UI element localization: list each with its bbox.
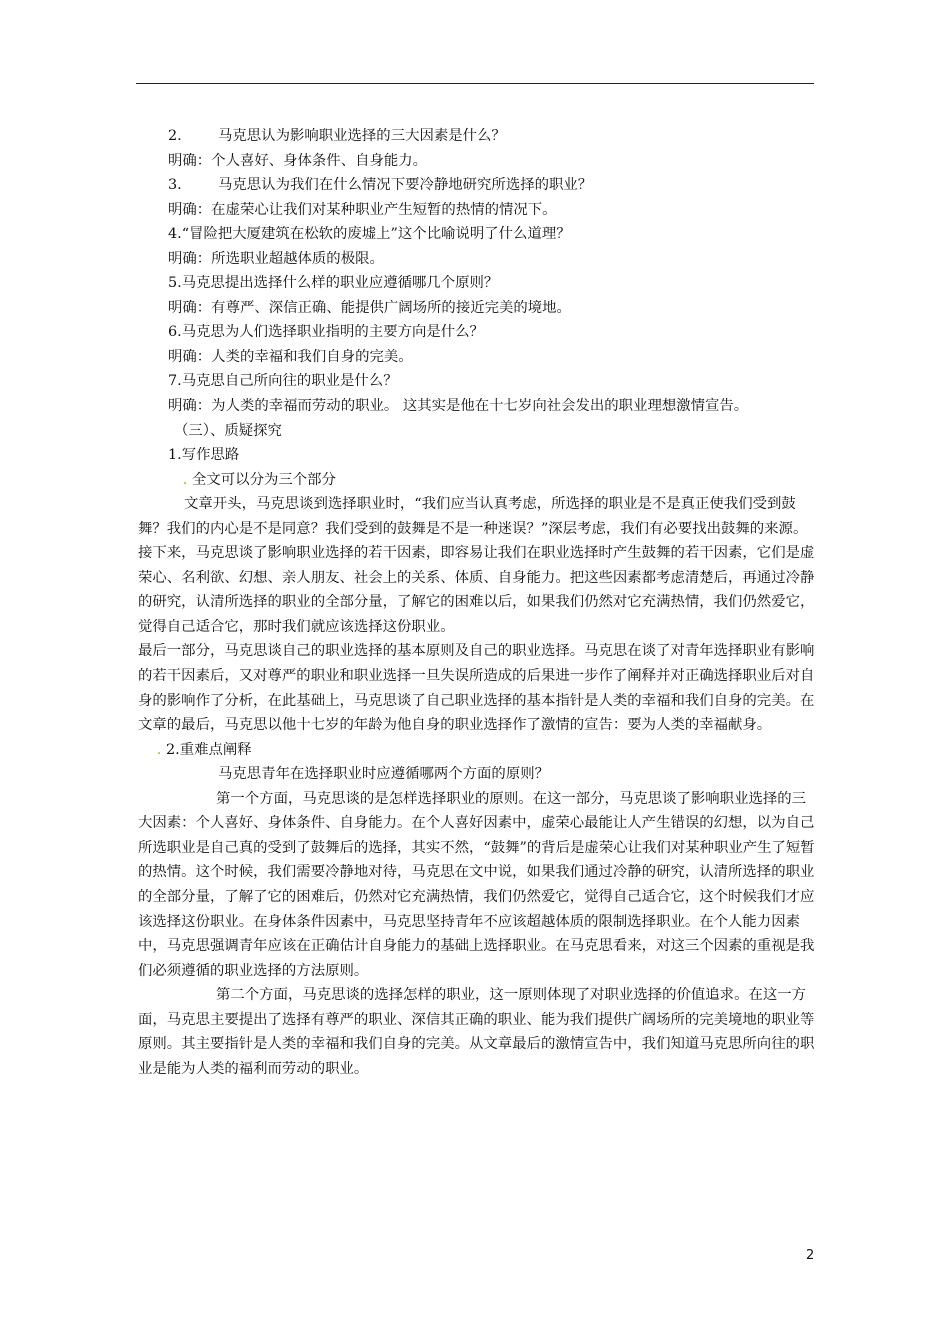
question-6: 6.马克思为人们选择职业指明的主要方向是什么？ [168, 324, 484, 341]
answer-4: 明确：所选职业超越体质的极限。 [168, 250, 384, 267]
answer-5: 明确：有尊严、深信正确、能提供广阔场所的接近完美的境地。 [168, 299, 571, 316]
question-4: 4.“冒险把大厦建筑在松软的废墟上”这个比喻说明了什么道理？ [168, 226, 571, 243]
key-question: 马克思青年在选择职业时应遵循哪两个方面的原则？ [218, 766, 549, 783]
question-2: 2. 马克思认为影响职业选择的三大因素是什么？ [168, 128, 506, 144]
question-7: 7.马克思自己所向往的职业是什么？ [168, 373, 398, 390]
paragraph-final: 最后一部分，马克思谈自己的职业选择的基本原则及自己的职业选择。马克思在谈了对青年选择职业有影响的若干因素后，又对尊严的职业和职业选择一旦失误所造成的后果进一步作了阐释并对正确选择职业后对自身的影响作了分析，在此基础上，马克思谈了自己职业选择的基本指针是人类的幸福和我们自身的完美。在文章的最后，马克思以他十七岁的年龄为他自身的职业选择作了激情的宣告：要为人类的幸福献身。 [138, 643, 815, 734]
section-heading: （三）、质疑探究 [174, 422, 282, 439]
question-3: 3. 马克思认为我们在什么情况下要冷静地研究所选择的职业？ [168, 177, 593, 194]
paragraph-middle: 接下来，马克思谈了影响职业选择的若干因素，即容易让我们在职业选择时产生鼓舞的若干因素，它们是虚荣心、名利欲、幻想、亲人朋友、社会上的关系、体质、自身能力。把这些因素都考虑清楚后，再通过冷静的研究，认清所选择的职业的全部分量，了解它的困难以后，如果我们仍然对它充满热情，我们仍然爱它，觉得自己适合它，那时我们就应该选择这份职业。 [138, 545, 815, 635]
paragraph-second-aspect: 第二个方面，马克思谈的选择怎样的职业，这一原则体现了对职业选择的价值追求。在这一方面，马克思主要提出了选择有尊严的职业、深信其正确的职业、能为我们提供广阔场所的完美境地的职业等原则。其主要指针是人类的幸福和我们自身的完美。从文章最后的激情宣告中，我们知道马克思所向往的职业是能为人类的福利而劳动的职业。 [138, 987, 815, 1077]
answer-7: 明确：为人类的幸福而劳动的职业。 这其实是他在十七岁向社会发出的职业理想激情宣告。 [168, 398, 749, 415]
subheading-three-parts: . 全文可以分为三个部分 [182, 471, 336, 488]
document-body [138, 124, 818, 1081]
paragraph-opening: 文章开头，马克思谈到选择职业时，“我们应当认真考虑，所选择的职业是不是真正使我们受到鼓舞？我们的内心是不是同意？我们受到的鼓舞是不是一种迷误？”深层考虑，我们有必要找出鼓舞的来源。 [138, 496, 808, 537]
paragraph-first-aspect: 第一个方面，马克思谈的是怎样选择职业的原则。在这一部分，马克思谈了影响职业选择的三大因素：个人喜好、身体条件、自身能力。在个人喜好因素中，虚荣心最能让人产生错误的幻想，以为自己所选职业是自己真的受到了鼓舞后的选择，其实不然，“鼓舞”的背后是虚荣心让我们对某种职业产生了短暂的热情。这个时候，我们需要冷静地对待，马克思在文中说，如果我们通过冷静的研究，认清所选择的职业的全部分量，了解了它的困难后，仍然对它充满热情，我们仍然爱它，觉得自己适合它，这个时候我们才应该选择这份职业。在身体条件因素中，马克思坚持青年不应该超越体质的限制选择职业。在个人能力因素中，马克思强调青年应该在正确估计自身能力的基础上选择职业。在马克思看来，对这三个因素的重视是我们必须遵循的职业选择的方法原则。 [138, 790, 815, 979]
answer-6: 明确：人类的幸福和我们自身的完美。 [168, 348, 413, 365]
header-rule [136, 83, 814, 84]
subheading-key-points: . 2.重难点阐释 [156, 741, 252, 758]
answer-2: 明确：个人喜好、身体条件、自身能力。 [168, 152, 428, 169]
answer-3: 明确：在虚荣心让我们对某种职业产生短暂的热情的情况下。 [168, 201, 557, 218]
subheading-writing-approach: 1.写作思路 [168, 447, 240, 464]
page-number: 2 [806, 1248, 815, 1263]
question-5: 5.马克思提出选择什么样的职业应遵循哪几个原则？ [168, 275, 499, 292]
